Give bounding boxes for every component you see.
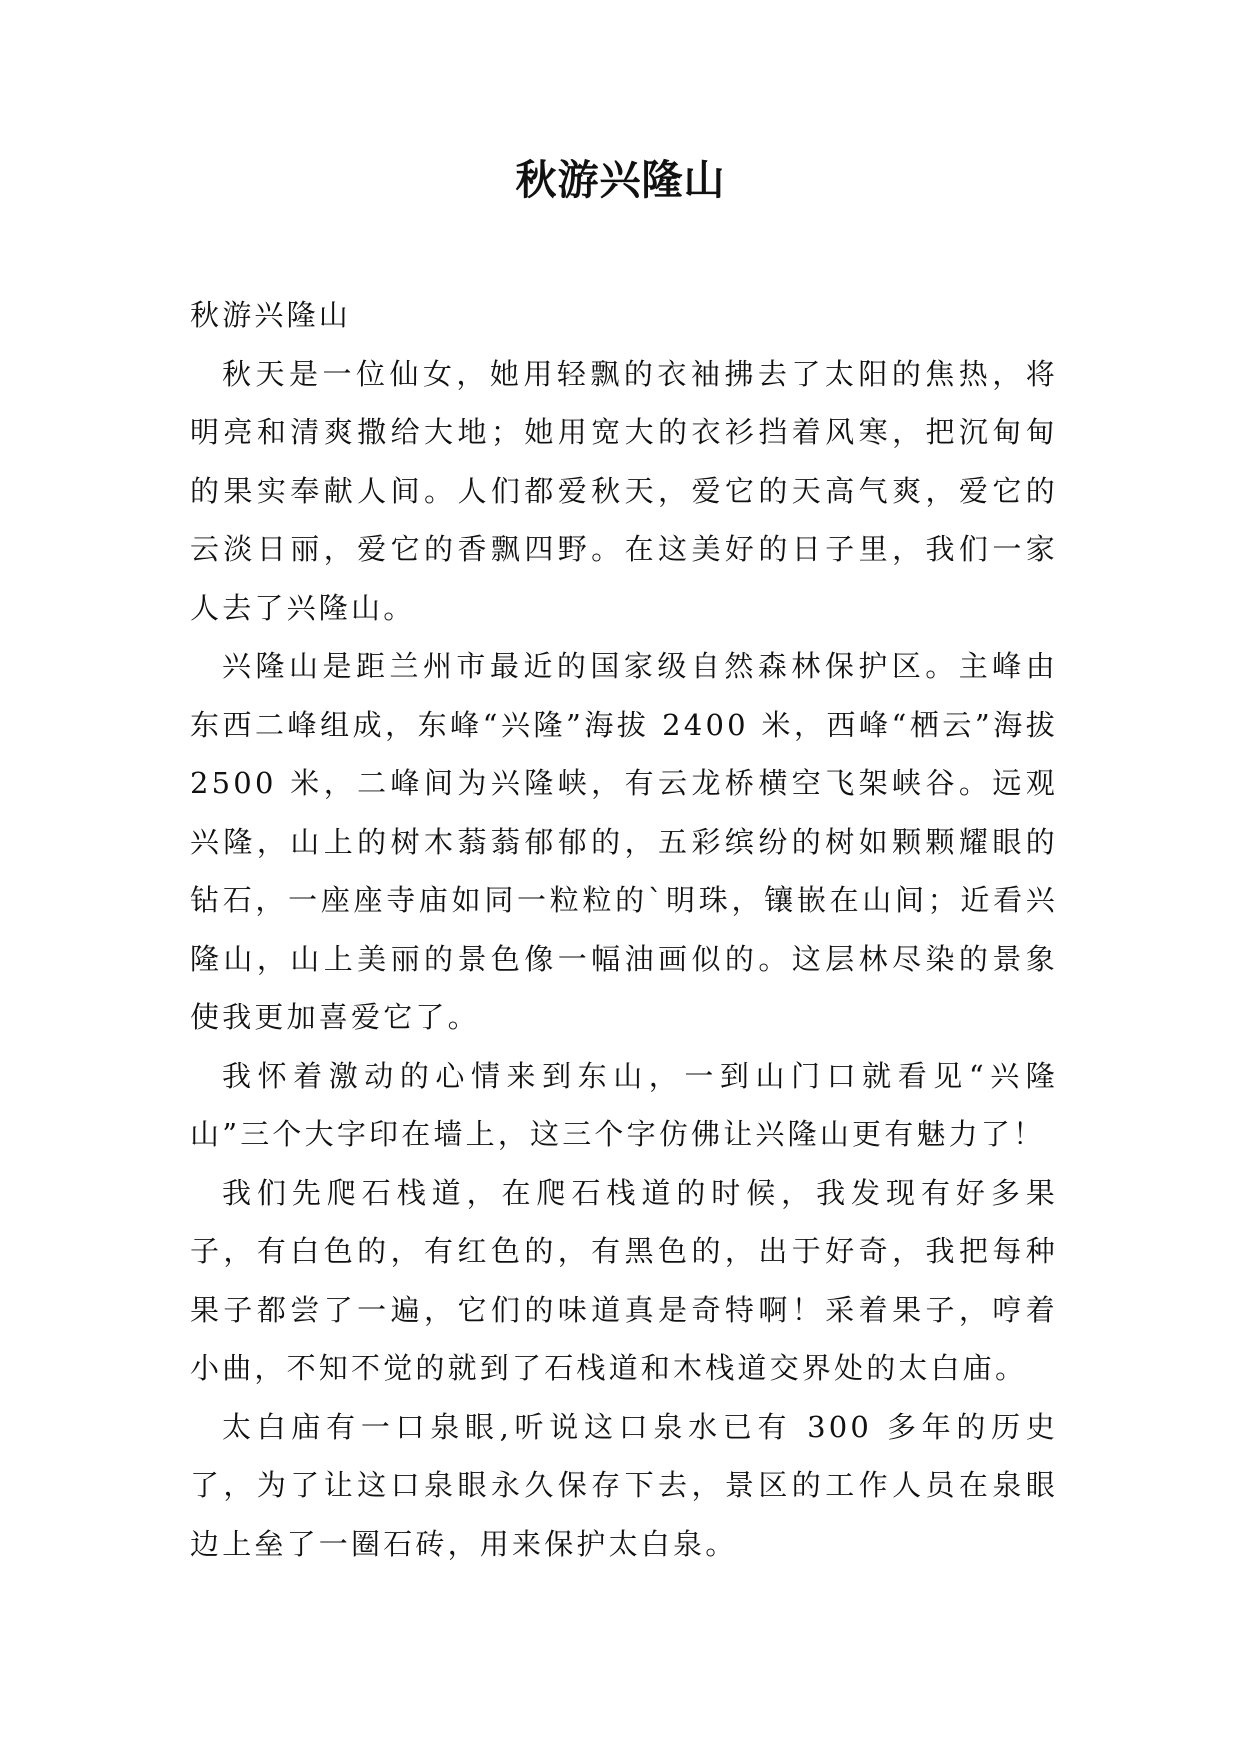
paragraph-3: 我怀着激动的心情来到东山，一到山门口就看见“兴隆山”三个大字印在墙上，这三个字仿佛让兴隆山更有魅力了！ [190,1058,1058,1151]
paragraph-4: 我们先爬石栈道，在爬石栈道的时候，我发现有好多果子，有白色的，有红色的，有黑色的，出于好奇，我把每种果子都尝了一遍，它们的味道真是奇特啊！采着果子，哼着小曲，不知不觉的就到了石栈道和木栈道交界处的太白庙。 [190,1175,1058,1385]
article-subtitle: 秋游兴隆山 [190,298,352,332]
paragraph-5: 太白庙有一口泉眼,听说这口泉水已有 300 多年的历史了，为了让这口泉眼永久保存下去，景区的工作人员在泉眼边上垒了一圈石砖，用来保护太白泉。 [190,1409,1058,1561]
paragraph-2: 兴隆山是距兰州市最近的国家级自然森林保护区。主峰由东西二峰组成，东峰“兴隆”海拔 2400 米，西峰“栖云”海拔 2500 米，二峰间为兴隆峡，有云龙桥横空飞架峡谷。远观兴隆，山上的树木蓊蓊郁郁的，五彩缤纷的树如颗颗耀眼的钻石，一座座寺庙如同一粒粒的`明珠，镶嵌在山间；近看兴隆山，山上美丽的景色像一幅油画似的。这层林尽染的景象使我更加喜爱它了。 [190,649,1058,1034]
paragraph-1: 秋天是一位仙女，她用轻飘的衣袖拂去了太阳的焦热，将明亮和清爽撒给大地；她用宽大的衣衫挡着风寒，把沉甸甸的果实奉献人间。人们都爱秋天，爱它的天高气爽，爱它的云淡日丽，爱它的香飘四野。在这美好的日子里，我们一家人去了兴隆山。 [190,356,1058,625]
page-title: 秋游兴隆山 [515,156,726,204]
article-body [190,286,1058,1573]
